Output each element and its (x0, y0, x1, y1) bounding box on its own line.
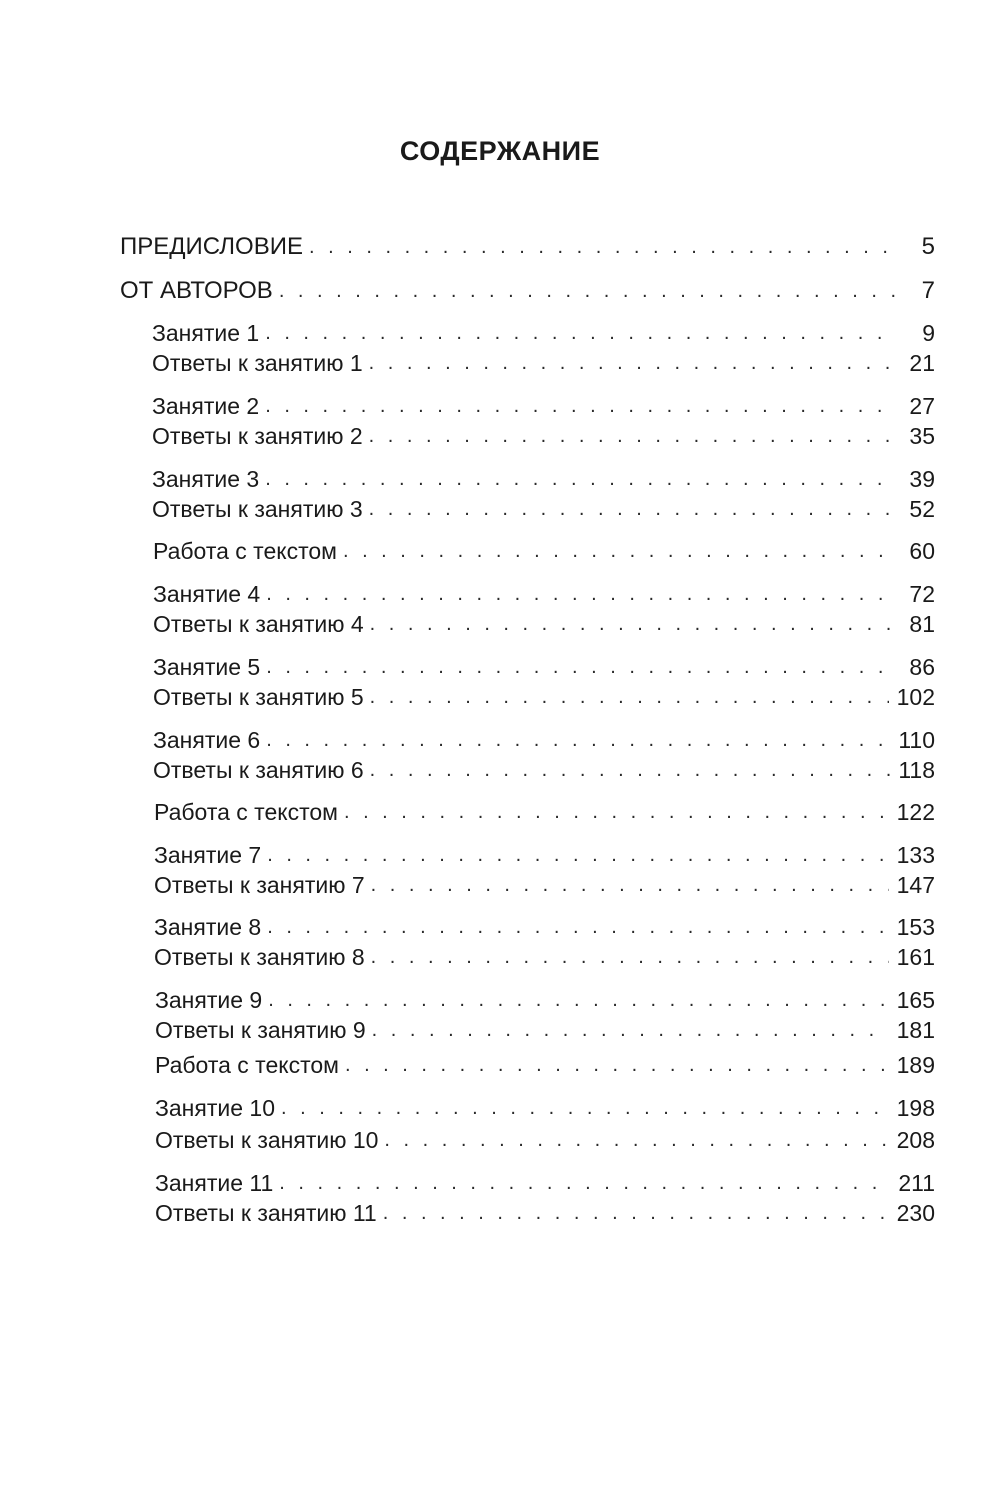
dot-leader (267, 912, 888, 942)
toc-entry-title: Занятие 7 (154, 842, 262, 868)
toc-entry-title: Ответы к занятию 2 (152, 423, 363, 449)
toc-entry-title: Ответы к занятию 4 (153, 611, 364, 637)
toc-entry-page-number: 35 (909, 423, 935, 449)
toc-entry (153, 682, 935, 712)
dot-leader (369, 494, 897, 524)
toc-entry-title: Занятие 4 (153, 581, 261, 607)
dot-leader (265, 391, 897, 421)
toc-entry-page-number: 153 (896, 914, 935, 940)
toc-entry-title: ОТ АВТОРОВ (120, 277, 273, 304)
dot-leader (267, 840, 888, 870)
toc-entry-title: Занятие 9 (155, 987, 263, 1013)
toc-entry (155, 1125, 935, 1155)
dot-leader (369, 348, 897, 378)
toc-entry-title: Ответы к занятию 7 (154, 872, 365, 898)
dot-leader (266, 652, 897, 682)
dot-leader (370, 682, 889, 712)
toc-entry-page-number: 110 (898, 727, 935, 753)
toc-entry-title: Ответы к занятию 5 (153, 684, 364, 710)
toc-entry-page-number: 118 (898, 757, 935, 783)
toc-entry (152, 348, 935, 378)
toc-entry-title: Занятие 3 (152, 466, 260, 492)
dot-leader (372, 1015, 889, 1045)
toc-entry-title: Ответы к занятию 6 (153, 757, 364, 783)
toc-entry-page-number: 189 (896, 1052, 935, 1078)
toc-entry-page-number: 102 (896, 684, 935, 710)
toc-entry-page-number: 208 (896, 1127, 935, 1153)
toc-entry-title: Ответы к занятию 11 (155, 1200, 377, 1226)
toc-entry-page-number: 181 (896, 1017, 935, 1043)
dot-leader (343, 536, 897, 566)
toc-entry (155, 1015, 935, 1045)
toc-entry-page-number: 161 (896, 944, 935, 970)
toc-entry (155, 1050, 935, 1080)
toc-entry-page-number: 52 (909, 496, 935, 522)
toc-entry-title: Занятие 11 (155, 1170, 274, 1196)
toc-entry (153, 536, 935, 566)
dot-leader (268, 985, 888, 1015)
toc-entry (152, 421, 935, 451)
toc-entry (152, 391, 935, 421)
toc-entry (154, 912, 935, 942)
toc-entry (153, 609, 935, 639)
toc-entry-title: Работа с текстом (155, 1052, 339, 1078)
dot-leader (384, 1125, 888, 1155)
toc-entry (155, 1093, 935, 1123)
toc-entry-title: Занятие 8 (154, 914, 262, 940)
toc-entry-page-number: 147 (896, 872, 935, 898)
toc-entry-page-number: 133 (896, 842, 935, 868)
dot-leader (369, 421, 897, 451)
toc-entry-title: Ответы к занятию 10 (155, 1127, 379, 1153)
dot-leader (265, 464, 897, 494)
toc-entry-title: Ответы к занятию 9 (155, 1017, 366, 1043)
toc-entry-title: Занятие 6 (153, 727, 261, 753)
toc-entry-title: Занятие 5 (153, 654, 261, 680)
dot-leader (265, 318, 897, 348)
toc-entry-page-number: 27 (909, 393, 935, 419)
dot-leader (279, 1168, 890, 1198)
dot-leader (371, 870, 889, 900)
dot-leader (279, 276, 897, 306)
dot-leader (309, 232, 897, 262)
toc-entry (154, 870, 935, 900)
toc-entry (153, 725, 935, 755)
toc-entry-page-number: 39 (909, 466, 935, 492)
toc-entry (154, 840, 935, 870)
dot-leader (266, 579, 897, 609)
toc-entry-title: ПРЕДИСЛОВИЕ (120, 233, 303, 260)
toc-entry-page-number: 211 (898, 1170, 935, 1196)
toc-entry-title: Занятие 10 (155, 1095, 275, 1121)
toc-entry (153, 652, 935, 682)
toc-entry-page-number: 72 (909, 581, 935, 607)
toc-entry (154, 942, 935, 972)
toc-entry (120, 276, 935, 306)
toc-entry-page-number: 165 (896, 987, 935, 1013)
toc-entry-page-number: 5 (921, 233, 935, 260)
dot-leader (345, 1050, 889, 1080)
dot-leader (370, 755, 891, 785)
dot-leader (370, 609, 897, 639)
toc-entry (155, 1198, 935, 1228)
dot-leader (371, 942, 889, 972)
toc-entry (153, 579, 935, 609)
toc-entry-page-number: 122 (896, 799, 935, 825)
dot-leader (344, 797, 889, 827)
toc-entry-title: Работа с текстом (153, 538, 337, 564)
toc-entry-page-number: 21 (909, 350, 935, 376)
toc-entry-title: Ответы к занятию 3 (152, 496, 363, 522)
toc-entry-title: Ответы к занятию 1 (152, 350, 363, 376)
toc-entry-page-number: 60 (909, 538, 935, 564)
dot-leader (281, 1093, 889, 1123)
toc-entry-page-number: 86 (909, 654, 935, 680)
toc-entry (155, 1168, 935, 1198)
toc-entry (155, 985, 935, 1015)
dot-leader (383, 1198, 889, 1228)
toc-entry-page-number: 7 (921, 277, 935, 304)
toc-entry-page-number: 198 (896, 1095, 935, 1121)
toc-entry (152, 318, 935, 348)
toc-entry-page-number: 81 (909, 611, 935, 637)
toc-entry (152, 494, 935, 524)
toc-entry-title: Ответы к занятию 8 (154, 944, 365, 970)
toc-entry (120, 232, 935, 262)
toc-entry (153, 755, 935, 785)
dot-leader (266, 725, 890, 755)
toc-entry (154, 797, 935, 827)
page-title: СОДЕРЖАНИЕ (399, 136, 601, 166)
toc-entry-title: Занятие 2 (152, 393, 260, 419)
toc-entry-page-number: 230 (896, 1200, 935, 1226)
toc-entry (152, 464, 935, 494)
toc-entry-title: Работа с текстом (154, 799, 338, 825)
toc-entry-title: Занятие 1 (152, 320, 260, 346)
toc-entry-page-number: 9 (922, 320, 935, 346)
